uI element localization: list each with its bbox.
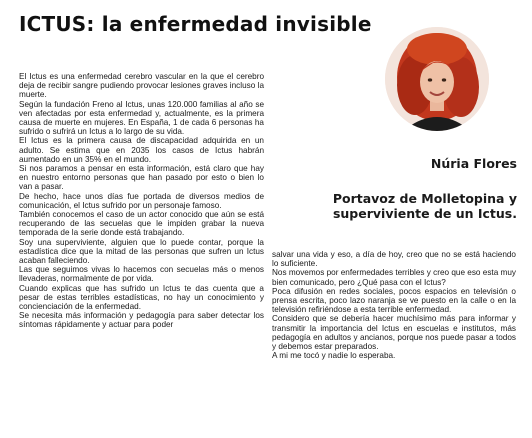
paragraph: El Ictus es la primera causa de discapacidad adquirida en un adulto. Se estima que en 2035 los casos de Ictus habrán aumentado en un 35% en el mundo.: [19, 136, 264, 164]
author-name: Núria Flores: [430, 156, 517, 171]
paragraph: Nos movemos por enfermedades terribles y creo que eso esta muy bien comunicado, pero ¿Qué pasa con el Ictus?: [272, 268, 516, 287]
article-title: ICTUS: la enfermedad invisible: [19, 12, 372, 36]
author-role: Portavoz de Molletopina y superviviente de un Ictus.: [332, 191, 517, 221]
paragraph: Si nos paramos a pensar en esta información, está claro que hay en nuestro entorno personas que han pasado por esto o bien lo van a pasar.: [19, 164, 264, 192]
paragraph: Poca difusión en redes sociales, pocos espacios en televisión o prensa escrita, poco lazo naranja se ve puesto en la calle o en la televisión refiriéndose a esta terrible enfermedad.: [272, 286, 516, 315]
paragraph: Según la fundación Freno al Ictus, unas 120.000 familias al año se ven afectadas por esta enfermedad y, actualmente, es la primera causa de muerte en mujeres. En España, 1 de cada 6 personas ha sufrido o sufrirá un Ictus a lo largo de su vida.: [19, 99, 264, 137]
paragraph: De hecho, hace unos días fue portada de diversos medios de comunicación, el Ictus sufrido por un personaje famoso.: [19, 191, 264, 210]
paragraph: También conocemos el caso de un actor conocido que aún se está recuperando de las secuelas que le impiden grabar la nueva temporada de la serie donde está trabajando.: [19, 210, 264, 238]
paragraph: Considero que se debería hacer muchísimo más para informar y transmitir la importancia del Ictus en escuelas e institutos, más pedagogía en adultos y ancianos, porque nos puede pasar a todos y debemos estar preparados.: [272, 314, 516, 352]
paragraph: El Ictus es una enfermedad cerebro vascular en la que el cerebro deja de recibir sangre pudiendo provocar lesiones graves incluso la muerte.: [19, 72, 264, 100]
author-photo: [385, 27, 489, 131]
article-column-2: [272, 250, 516, 360]
paragraph: Soy una superviviente, alguien que lo puede contar, porque la estadística dice que la mitad de las personas que sufren un Ictus acaban falleciendo.: [19, 237, 264, 266]
paragraph: Las que seguimos vivas lo hacemos con secuelas más o menos llevaderas, normalmente de por vida.: [19, 265, 264, 284]
paragraph: A mi me tocó y nadie lo esperaba.: [272, 351, 396, 361]
paragraph: Cuando explicas que has sufrido un Ictus te das cuenta que a pesar de estas terribles estadísticas, no hay un conocimiento y concienciación de la enfermedad.: [19, 283, 264, 312]
article-column-1: [19, 72, 264, 330]
paragraph: salvar una vida y eso, a día de hoy, creo que no se está haciendo lo suficiente.: [272, 250, 516, 269]
paragraph: Se necesita más información y pedagogía para saber detectar los síntomas rápidamente y actuar para poder: [19, 311, 264, 330]
